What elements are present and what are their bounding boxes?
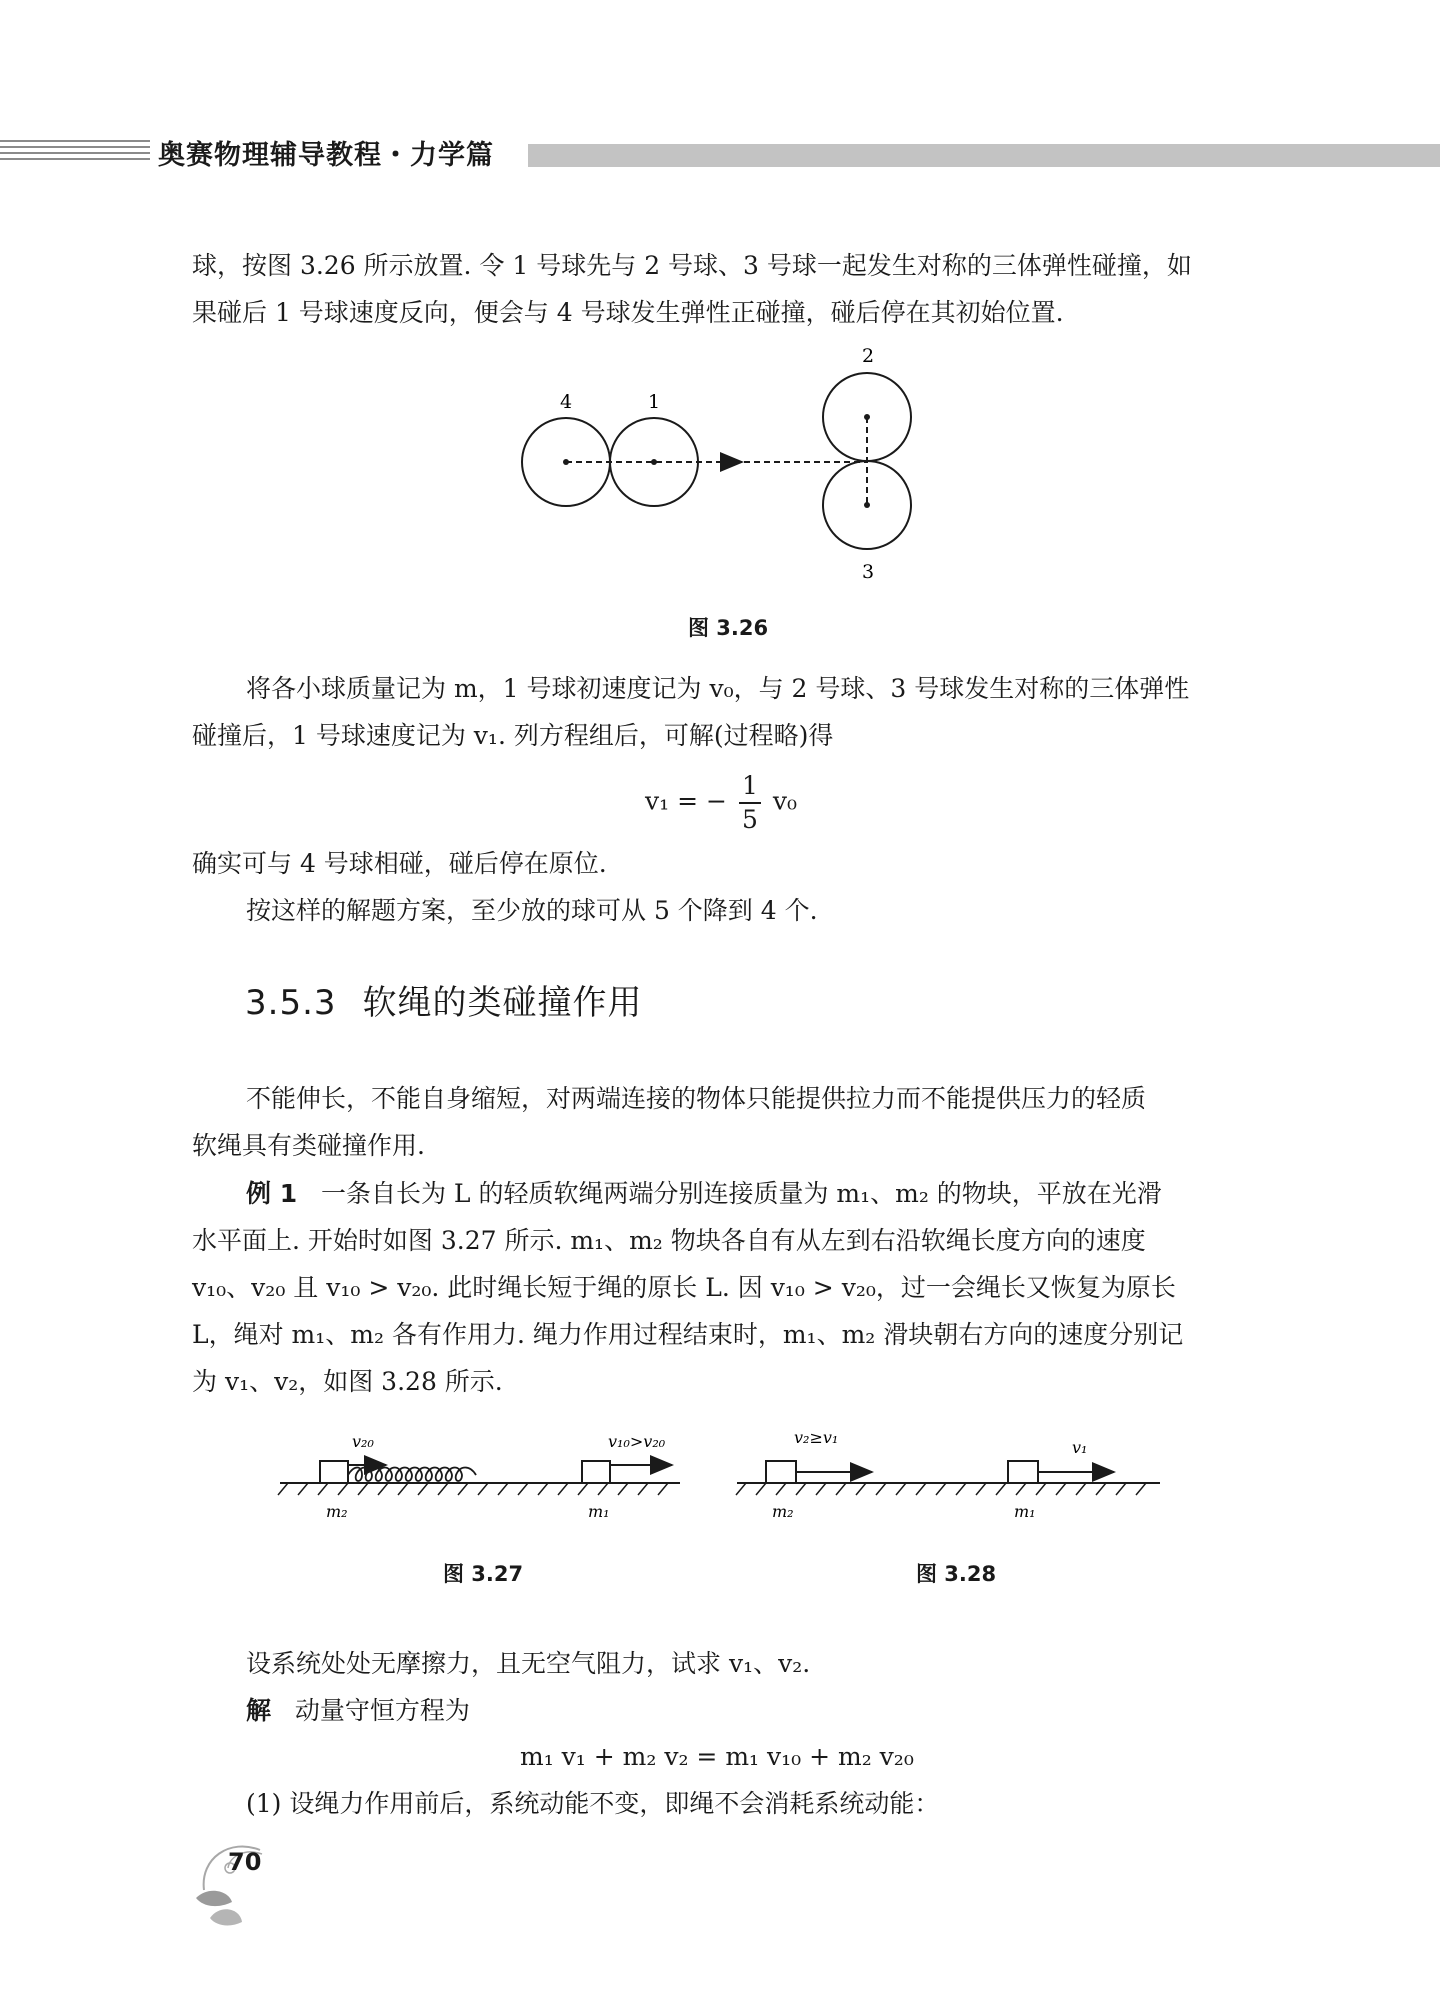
figure-3-26 (500, 340, 940, 590)
paragraph-2-line-2: 碰撞后，1 号球速度记为 v₁. 列方程组后，可解(过程略)得 (192, 721, 834, 750)
coiled-rope (348, 1468, 476, 1482)
example-1-line-5: 为 v₁、v₂，如图 3.28 所示. (192, 1367, 503, 1396)
section-heading (245, 975, 643, 1024)
solution-text: 动量守恒方程为 (294, 1696, 470, 1725)
label-m2: m₂ (772, 1502, 794, 1521)
equation-v1-numerator: 1 (741, 771, 758, 800)
label-m2: m₂ (326, 1502, 348, 1521)
ball-4-label: 4 (560, 391, 573, 413)
block-m1 (1008, 1461, 1038, 1483)
block-m2 (766, 1461, 796, 1483)
momentum-equation: m₁ v₁ + m₂ v₂ = m₁ v₁₀ + m₂ v₂₀ (520, 1742, 914, 1771)
page-number: 70 (228, 1848, 262, 1876)
label-v2-ge-v1: v₂≥v₁ (794, 1428, 839, 1447)
section-title: 软绳的类碰撞作用 (362, 983, 643, 1023)
ball-1-label: 1 (648, 391, 661, 413)
paragraph-5-line-2: 软绳具有类碰撞作用. (192, 1131, 425, 1160)
figure-3-27 (270, 1425, 690, 1535)
example-1-line-4: L，绳对 m₁、m₂ 各有作用力. 绳力作用过程结束时，m₁、m₂ 滑块朝右方向的速度分别记 (192, 1320, 1184, 1349)
example-label: 例 1 (246, 1179, 298, 1208)
figure-3-26-caption: 图 3.26 (688, 616, 769, 640)
figure-3-28-caption: 图 3.28 (916, 1562, 997, 1586)
solution-label: 解 (246, 1696, 272, 1725)
ball-3-label: 3 (862, 561, 875, 583)
example-1-text: 一条自长为 L 的轻质软绳两端分别连接质量为 m₁、m₂ 的物块，平放在光滑 (320, 1179, 1162, 1208)
example-1-line-1 (246, 1170, 1162, 1217)
paragraph-1-line-2: 果碰后 1 号球速度反向，便会与 4 号球发生弹性正碰撞，碰后停在其初始位置. (192, 298, 1064, 327)
label-v20: v₂₀ (352, 1432, 374, 1451)
equation-v1-denominator: 5 (741, 805, 758, 834)
paragraph-6: 设系统处处无摩擦力，且无空气阻力，试求 v₁、v₂. (246, 1649, 811, 1678)
section-number: 3.5.3 (245, 983, 337, 1023)
example-1-line-2: 水平面上. 开始时如图 3.27 所示. m₁、m₂ 物块各自有从左到右沿软绳长度方向的速度 (192, 1226, 1146, 1255)
label-v10-gt-v20: v₁₀>v₂₀ (608, 1432, 666, 1451)
paragraph-4: 按这样的解题方案，至少放的球可从 5 个降到 4 个. (246, 896, 818, 925)
paragraph-3: 确实可与 4 号球相碰，碰后停在原位. (192, 849, 607, 878)
equation-v1-lhs: v₁ = − (645, 786, 727, 816)
label-v1: v₁ (1072, 1438, 1088, 1457)
block-m2 (320, 1461, 348, 1483)
figure-3-27-caption: 图 3.27 (443, 1562, 524, 1586)
paragraph-7: (1) 设绳力作用前后，系统动能不变，即绳不会消耗系统动能： (246, 1789, 940, 1818)
label-m1: m₁ (1014, 1502, 1036, 1521)
header-decoration-lines (0, 140, 150, 170)
example-1-line-3: v₁₀、v₂₀ 且 v₁₀ > v₂₀. 此时绳长短于绳的原长 L. 因 v₁₀ > v₂₀，过一会绳长又恢复为原长 (192, 1273, 1176, 1302)
paragraph-5-line-1: 不能伸长，不能自身缩短，对两端连接的物体只能提供拉力而不能提供压力的轻质 (246, 1084, 1147, 1113)
label-m1: m₁ (588, 1502, 610, 1521)
ball-2-label: 2 (862, 345, 875, 367)
block-m1 (582, 1461, 610, 1483)
paragraph-2-line-1: 将各小球质量记为 m，1 号球初速度记为 v₀，与 2 号球、3 号球发生对称的三体弹性 (246, 674, 1190, 703)
figure-3-28 (732, 1425, 1172, 1535)
running-header-title: 奥赛物理辅导教程・力学篇 (158, 140, 494, 171)
equation-v1 (645, 770, 797, 836)
equation-v1-rhs: v₀ (772, 786, 797, 816)
header-gray-bar (528, 144, 1440, 167)
solution-line (246, 1687, 470, 1734)
paragraph-1-line-1: 球，按图 3.26 所示放置. 令 1 号球先与 2 号球、3 号球一起发生对称的三体弹性碰撞，如 (192, 251, 1192, 280)
